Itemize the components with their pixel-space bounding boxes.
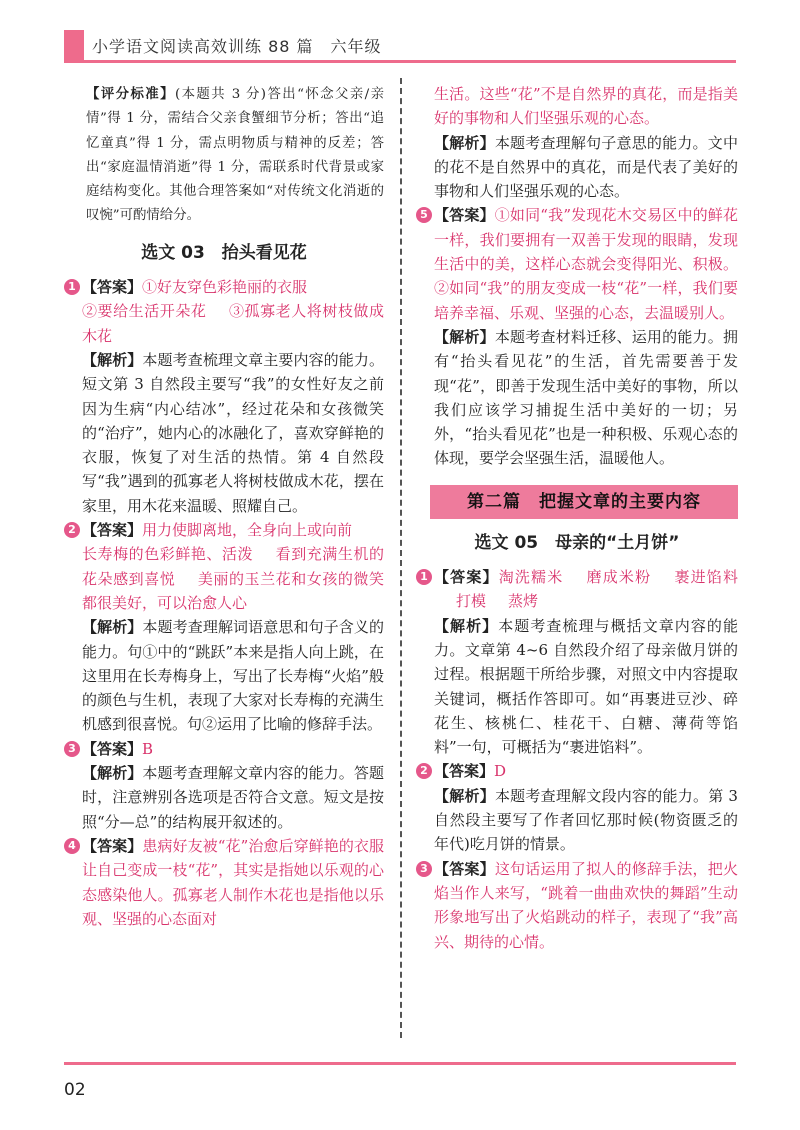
- analysis-label: 【解析】: [82, 764, 143, 783]
- q5-number-badge: 5: [416, 207, 432, 223]
- q5-analysis: [416, 325, 738, 471]
- answer-text: 裹进馅料: [673, 568, 738, 587]
- answer-text: 看到充满生机的花朵感到喜悦: [82, 545, 384, 588]
- answer-label: 【答案】: [82, 278, 143, 297]
- q4-analysis: [416, 131, 738, 204]
- answer-label: 【答案】: [82, 739, 143, 758]
- analysis-text: 本题考查理解词语意思和句子含义的能力。句①中的“跳跃”本来是指人向上跳，在这里用在长寿梅身上，写出了长寿梅“火焰”般的颜色与生机，表现了大家对长寿梅的充满生机感到很喜悦。句②运用了比喻的修辞手法。: [82, 618, 384, 734]
- analysis-text: 本题考查理解句子意思的能力。文中的花不是自然界中的真花，而是代表了美好的事物和人们坚强乐观的心态。: [434, 133, 738, 201]
- q1-analysis: [64, 348, 384, 518]
- page-number: 02: [64, 1080, 86, 1100]
- q1-answer: [64, 275, 384, 348]
- answer-text: ①好友穿色彩艳丽的衣服: [142, 278, 308, 297]
- scoring-text: (本题共 3 分)答出“怀念父亲/亲情”得 1 分，需结合父亲食蟹细节分析；答出“追忆童真”得 1 分，需点明物质与精神的反差；答出“家庭温情消逝”得 1 分，需联系时代背景或家庭结构变化。其他合理答案如“对传统文化消逝的叹惋”可酌情给分。: [86, 87, 385, 224]
- footer-rule: [64, 1062, 736, 1065]
- answer-label: 【答案】: [434, 568, 499, 587]
- right-column: [416, 82, 738, 954]
- q2-analysis: [64, 615, 384, 736]
- s2-number-badge: 2: [416, 763, 432, 779]
- answer-text: 长寿梅的色彩鲜艳、活泼: [82, 545, 254, 564]
- answer-text: ②要给生活开朵花: [82, 302, 207, 321]
- answer-label: 【答案】: [82, 521, 143, 540]
- analysis-text: 本题考查理解文段内容的能力。第 3 自然段主要写了作者回忆那时候(物资匮乏的年代)吃月饼的情景。: [434, 786, 738, 854]
- s3-number-badge: 3: [416, 861, 432, 877]
- analysis-label: 【解析】: [434, 786, 495, 805]
- s1-answer: [416, 565, 738, 614]
- analysis-label: 【解析】: [434, 616, 499, 635]
- q2-number-badge: 2: [64, 522, 80, 538]
- s3-answer: [416, 857, 738, 954]
- analysis-label: 【解析】: [434, 133, 495, 152]
- q5-answer: [416, 203, 738, 324]
- analysis-text: 本题考查理解文章内容的能力。答题时，注意辨别各选项是否符合文意。短文是按照“分—总”的结构展开叙述的。: [82, 764, 384, 831]
- q3-number-badge: 3: [64, 741, 80, 757]
- answer-text: 这句话运用了拟人的修辞手法，把火焰当作人来写，“跳着一曲曲欢快的舞蹈”生动形象地写出了火焰跳动的样子，表现了“我”高兴、期待的心情。: [434, 859, 738, 951]
- s2-answer: [416, 759, 738, 783]
- answer-text: D: [494, 762, 507, 781]
- answer-label: 【答案】: [434, 206, 495, 225]
- answer-text: 生活。这些“花”不是自然界的真花，而是指美好的事物和人们坚强乐观的心态。: [434, 85, 738, 128]
- book-title: 小学语文阅读高效训练 88 篇 六年级: [92, 37, 382, 56]
- answer-label: 【答案】: [434, 762, 495, 781]
- scoring-standard: [64, 82, 384, 229]
- answer-text: ③孤寡老人将树枝做成木花: [82, 302, 384, 345]
- answer-text: B: [142, 739, 154, 758]
- answer-text: 打模: [456, 592, 487, 611]
- answer-text: 用力使脚离地，全身向上或向前: [142, 521, 353, 540]
- analysis-text: 本题考查材料迁移、运用的能力。拥有“抬头看见花”的生活，首先需要善于发现“花”，即善于发现生活中美好的事物，所以我们应该学习捕捉生活中美好的一切；另外，“抬头看见花”也是一种积极、乐观心态的体现，要学会坚强生活，温暖他人。: [434, 327, 738, 468]
- answer-text: 淘洗糯米: [498, 568, 564, 587]
- s1-analysis: [416, 614, 738, 760]
- analysis-text: 本题考查梳理文章主要内容的能力。短文第 3 自然段主要写“我”的女性好友之前因为生病“内心结冰”，经过花朵和女孩微笑的“治疗”，她内心的冰融化了，喜欢穿鲜艳的衣服，恢复了对生活的热情。第 4 自然段写“我”遇到的孤寡老人将树枝做成木花，摆在家里，用木花来温暖、照耀自己。: [82, 350, 384, 515]
- answer-text: 美丽的玉兰花和女孩的微笑都很美好，可以治愈人心: [82, 569, 384, 612]
- scoring-label: 【评分标准】: [86, 86, 175, 102]
- column-divider: [400, 78, 402, 1038]
- analysis-label: 【解析】: [82, 350, 143, 369]
- q1-number-badge: 1: [64, 279, 80, 295]
- section-title-03: 选文 03 抬头看见花: [141, 242, 307, 263]
- s1-number-badge: 1: [416, 569, 432, 585]
- answer-text: 患病好友被“花”治愈后穿鲜艳的衣服让自己变成一枝“花”，其实是指她以乐观的心态感染他人。孤寡老人制作木花也是指他以乐观、坚强的心态面对: [82, 836, 384, 928]
- q2-answer: [64, 518, 384, 615]
- answer-text: 蒸烤: [508, 592, 539, 611]
- analysis-label: 【解析】: [82, 618, 143, 637]
- header-accent-block: [64, 30, 84, 60]
- answer-text: ①如同“我”发现花木交易区中的鲜花一样，我们要拥有一双善于发现的眼睛，发现生活中的美，这样心态就会变得阳光、积极。②如同“我”的朋友变成一枝“花”一样，我们要培养幸福、乐观、坚强的心态，去温暖别人。: [434, 206, 738, 322]
- left-column: [64, 82, 384, 931]
- analysis-text: 本题考查梳理与概括文章内容的能力。文章第 4~6 自然段介绍了母亲做月饼的过程。根据题干所给步骤，对照文中内容提取关键词，概括作答即可。如“再裹进豆沙、碎花生、核桃仁、桂花干、白糖、薄荷等馅料”一句，可概括为“裹进馅料”。: [434, 616, 738, 757]
- q4-number-badge: 4: [64, 838, 80, 854]
- chapter-banner: 第二篇 把握文章的主要内容: [430, 485, 738, 519]
- s2-analysis: [416, 784, 738, 857]
- q3-answer: [64, 737, 384, 761]
- q4-answer-continued: [416, 82, 738, 131]
- q3-analysis: [64, 761, 384, 834]
- section-title-05: 选文 05 母亲的“土月饼”: [474, 532, 680, 553]
- answer-text: 磨成米粉: [585, 568, 652, 587]
- answer-label: 【答案】: [82, 836, 143, 855]
- q4-answer: [64, 834, 384, 931]
- answer-label: 【答案】: [434, 859, 495, 878]
- analysis-label: 【解析】: [434, 327, 495, 346]
- header-rule: [64, 60, 736, 63]
